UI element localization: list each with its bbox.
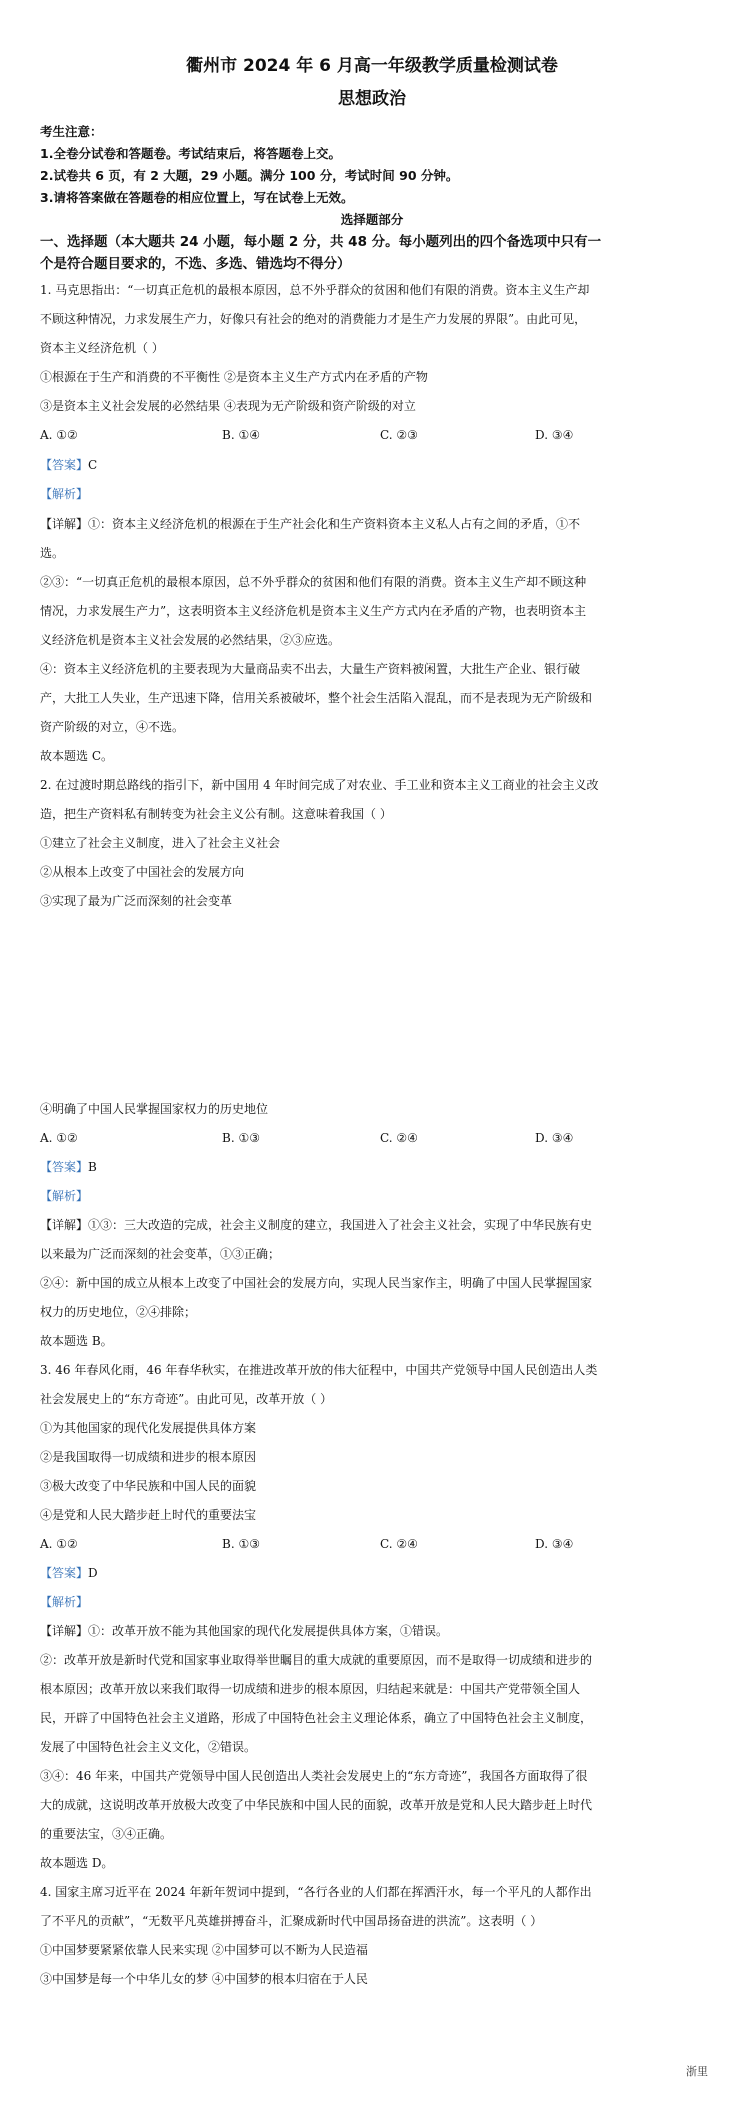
question-2-stem: 造，把生产资料私有制转变为社会主义公有制。这意味着我国（ ）	[40, 807, 392, 821]
notice-item: 2.试卷共 6 页，有 2 大题，29 小题。满分 100 分，考试时间 90 分钟。	[40, 168, 459, 183]
question-3-analysis-label: 【解析】	[40, 1595, 89, 1609]
question-3-detail: 故本题选 D。	[40, 1856, 114, 1870]
notice-heading: 考生注意：	[40, 124, 103, 139]
answer-label: 【答案】	[40, 458, 89, 472]
question-3-detail: ②：改革开放是新时代党和国家事业取得举世瞩目的重大成就的重要原因，而不是取得一切成绩和进步的	[40, 1653, 593, 1667]
question-1-detail: 义经济危机是资本主义社会发展的必然结果，②③应选。	[40, 633, 341, 647]
question-3-option-a: A. ①②	[40, 1537, 78, 1551]
question-3-detail: 民，开辟了中国特色社会主义道路，形成了中国特色社会主义理论体系，确立了中国特色社会主义制度，	[40, 1711, 593, 1725]
question-2-statement: ①建立了社会主义制度，进入了社会主义社会	[40, 836, 281, 850]
subject-title: 思想政治	[338, 89, 406, 109]
answer-value: C	[88, 458, 98, 472]
question-3-statement: ②是我国取得一切成绩和进步的根本原因	[40, 1450, 257, 1464]
question-3-option-d: D. ③④	[535, 1537, 574, 1551]
question-1-detail: ④：资本主义经济危机的主要表现为大量商品卖不出去，大量生产资料被闲置，大批生产企业、银行破	[40, 662, 581, 676]
question-1-analysis-label: 【解析】	[40, 487, 89, 501]
question-2-detail: 权力的历史地位，②④排除；	[40, 1305, 197, 1319]
question-1-option-d: D. ③④	[535, 428, 574, 442]
question-1-detail: 选。	[40, 546, 65, 560]
section-heading-line2: 个是符合题目要求的，不选、多选、错选均不得分）	[40, 256, 351, 272]
section-heading-line1: 一、选择题（本大题共 24 小题，每小题 2 分，共 48 分。每小题列出的四个备选项中只有一	[40, 234, 602, 250]
question-1-stem: 1. 马克思指出：“一切真正危机的最根本原因，总不外乎群众的贫困和他们有限的消费。资本主义生产却	[40, 283, 590, 297]
question-3-detail: ③④：46 年来，中国共产党领导中国人民创造出人类社会发展史上的“东方奇迹”，我国各方面取得了很	[40, 1769, 588, 1783]
question-2-option-a: A. ①②	[40, 1131, 78, 1145]
question-3-detail: 大的成就，这说明改革开放极大改变了中华民族和中国人民的面貌，改革开放是党和人民大踏步赶上时代	[40, 1798, 593, 1812]
question-2-detail: 故本题选 B。	[40, 1334, 113, 1348]
question-2-stem: 2. 在过渡时期总路线的指引下，新中国用 4 年时间完成了对农业、手工业和资本主义工商业的社会主义改	[40, 778, 599, 792]
question-3-option-b: B. ①③	[222, 1537, 260, 1551]
question-2-answer	[40, 1159, 97, 1175]
question-1-detail: 故本题选 C。	[40, 749, 113, 763]
question-1-statement: ①根源在于生产和消费的不平衡性 ②是资本主义生产方式内在矛盾的产物	[40, 370, 428, 384]
exam-title: 衢州市 2024 年 6 月高一年级教学质量检测试卷	[186, 56, 558, 76]
answer-label: 【答案】	[40, 1566, 89, 1580]
question-1-detail: 情况，力求发展生产力”，这表明资本主义经济危机是资本主义生产方式内在矛盾的产物，也表明资本主	[40, 604, 587, 618]
question-2-option-d: D. ③④	[535, 1131, 574, 1145]
question-3-detail: 的重要法宝，③④正确。	[40, 1827, 173, 1841]
question-3-statement: ①为其他国家的现代化发展提供具体方案	[40, 1421, 257, 1435]
question-1-option-a: A. ①②	[40, 428, 78, 442]
question-2-analysis-label: 【解析】	[40, 1189, 89, 1203]
question-3-detail: 根本原因；改革开放以来我们取得一切成绩和进步的根本原因，归结起来就是：中国共产党带领全国人	[40, 1682, 581, 1696]
question-1-detail: ②③：“一切真正危机的最根本原因，总不外乎群众的贫困和他们有限的消费。资本主义生产却不顾这种	[40, 575, 587, 589]
question-4-stem: 了不平凡的贡献”，“无数平凡英雄拼搏奋斗，汇聚成新时代中国昂扬奋进的洪流”。这表明（ ）	[40, 1914, 543, 1928]
question-1-detail: 资产阶级的对立，④不选。	[40, 720, 185, 734]
question-4-stem: 4. 国家主席习近平在 2024 年新年贺词中提到，“各行各业的人们都在挥洒汗水，每一个平凡的人都作出	[40, 1885, 592, 1899]
question-2-detail: 【详解】①③：三大改造的完成，社会主义制度的建立，我国进入了社会主义社会，实现了中华民族有史	[40, 1218, 593, 1232]
question-2-option-b: B. ①③	[222, 1131, 260, 1145]
footer-mark: 浙里	[686, 2065, 708, 2078]
question-3-option-c: C. ②④	[380, 1537, 418, 1551]
question-2-option-c: C. ②④	[380, 1131, 418, 1145]
question-1-option-b: B. ①④	[222, 428, 260, 442]
notice-item: 3.请将答案做在答题卷的相应位置上，写在试卷上无效。	[40, 190, 354, 205]
question-1-detail: 【详解】①：资本主义经济危机的根源在于生产社会化和生产资料资本主义私人占有之间的矛盾，①不	[40, 517, 581, 531]
notice-item: 1.全卷分试卷和答题卷。考试结束后，将答题卷上交。	[40, 146, 341, 161]
question-3-statement: ③极大改变了中华民族和中国人民的面貌	[40, 1479, 257, 1493]
question-2-statement: ③实现了最为广泛而深刻的社会变革	[40, 894, 233, 908]
question-1-answer	[40, 457, 97, 473]
question-2-detail: ②④：新中国的成立从根本上改变了中国社会的发展方向，实现人民当家作主，明确了中国人民掌握国家	[40, 1276, 593, 1290]
question-4-statement: ③中国梦是每一个中华儿女的梦 ④中国梦的根本归宿在于人民	[40, 1972, 368, 1986]
answer-value: B	[88, 1160, 97, 1174]
answer-value: D	[88, 1566, 98, 1580]
part-title: 选择题部分	[340, 212, 404, 227]
question-1-detail: 产，大批工人失业，生产迅速下降，信用关系被破坏，整个社会生活陷入混乱，而不是表现为无产阶级和	[40, 691, 593, 705]
question-3-answer	[40, 1565, 98, 1581]
question-3-statement: ④是党和人民大踏步赶上时代的重要法宝	[40, 1508, 257, 1522]
question-3-detail: 【详解】①：改革开放不能为其他国家的现代化发展提供具体方案，①错误。	[40, 1624, 449, 1638]
question-2-statement: ④明确了中国人民掌握国家权力的历史地位	[40, 1102, 269, 1116]
question-4-statement: ①中国梦要紧紧依靠人民来实现 ②中国梦可以不断为人民造福	[40, 1943, 368, 1957]
question-2-statement: ②从根本上改变了中国社会的发展方向	[40, 865, 245, 879]
question-1-stem: 资本主义经济危机（ ）	[40, 341, 164, 355]
question-3-stem: 社会发展史上的“东方奇迹”。由此可见，改革开放（ ）	[40, 1392, 333, 1406]
question-3-stem: 3. 46 年春风化雨，46 年春华秋实，在推进改革开放的伟大征程中，中国共产党领导中国人民创造出人类	[40, 1363, 598, 1377]
question-1-stem: 不顾这种情况，力求发展生产力，好像只有社会的绝对的消费能力才是生产力发展的界限”。由此可见，	[40, 312, 587, 326]
question-3-detail: 发展了中国特色社会主义文化，②错误。	[40, 1740, 257, 1754]
question-1-option-c: C. ②③	[380, 428, 418, 442]
answer-label: 【答案】	[40, 1160, 89, 1174]
question-2-detail: 以来最为广泛而深刻的社会变革，①③正确；	[40, 1247, 281, 1261]
question-1-statement: ③是资本主义社会发展的必然结果 ④表现为无产阶级和资产阶级的对立	[40, 399, 416, 413]
